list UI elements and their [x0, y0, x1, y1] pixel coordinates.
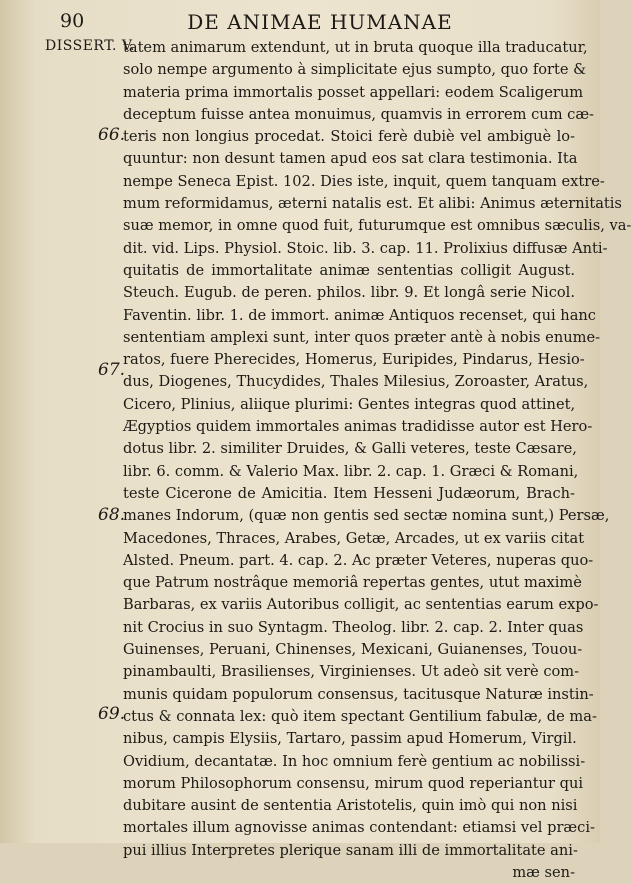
text-line: nempe Seneca Epist. 102. Dies iste, inquit, quem tanquam extre-	[123, 172, 605, 190]
text-line: dit. vid. Lips. Physiol. Stoic. lib. 3. cap. 11. Prolixius diffusæ Anti-	[123, 239, 608, 257]
text-line: quitatis de immortalitate animæ sententias colligit August.	[123, 261, 575, 279]
text-line: manes Indorum, (quæ non gentis sed sectæ nomina sunt,) Persæ,	[123, 507, 610, 525]
text-line: munis quidam populorum consensus, tacitusque Naturæ instin-	[123, 685, 594, 703]
text-line: libr. 6. comm. & Valerio Max. libr. 2. cap. 1. Græci & Romani,	[123, 462, 579, 480]
section-signature: DISSERT. V.	[45, 38, 135, 54]
running-title: DE ANIMAE HUMANAE	[187, 10, 453, 34]
text-line: Ægyptios quidem immortales animas tradidisse autor est Hero-	[123, 418, 593, 436]
text-line: materia prima immortalis posset appellari: eodem Scaligerum	[123, 83, 584, 101]
margin-number: 67.	[98, 360, 126, 380]
text-line: morum Philosophorum consensu, mirum quod reperiantur qui	[123, 774, 584, 792]
text-line: teste Cicerone de Amicitia. Item Hesseni Judæorum, Brach-	[123, 484, 575, 502]
text-line: dubitare ausint de sententia Aristotelis, quin imò qui non nisi	[123, 797, 578, 815]
text-line: sententiam amplexi sunt, inter quos præter antè à nobis enume-	[123, 328, 601, 346]
text-line: nit Crocius in suo Syntagm. Theolog. libr. 2. cap. 2. Inter quas	[123, 618, 584, 636]
text-line: Barbaras, ex variis Autoribus colligit, ac sententias earum expo-	[123, 596, 599, 614]
page-number: 90	[60, 10, 85, 32]
body-text	[123, 37, 631, 884]
text-line: tatem animarum extendunt, ut in bruta quoque illa traducatur,	[123, 39, 588, 56]
text-line: mum reformidamus, æterni natalis est. Et alibi: Animus æternitatis	[123, 195, 622, 213]
margin-number: 68.	[98, 505, 126, 525]
text-line: Alsted. Pneum. part. 4. cap. 2. Ac præter Veteres, nuperas quo-	[123, 551, 594, 569]
page-header	[60, 10, 580, 40]
text-line: dus, Diogenes, Thucydides, Thales Milesius, Zoroaster, Aratus,	[123, 373, 589, 391]
text-line: teris non longius procedat. Stoici ferè dubiè vel ambiguè lo-	[123, 128, 575, 146]
text-line: nibus, campis Elysiis, Tartaro, passim apud Homerum, Virgil.	[123, 730, 577, 748]
margin-number: 69.	[98, 704, 126, 724]
text-line: ratos, fuere Pherecides, Homerus, Euripides, Pindarus, Hesio-	[123, 351, 585, 369]
text-line: deceptum fuisse antea monuimus, quamvis in errorem cum cæ-	[123, 105, 594, 123]
margin-number: 66.	[98, 125, 126, 145]
text-line: Ovidium, decantatæ. In hoc omnium ferè gentium ac nobilissi-	[123, 752, 586, 770]
text-line: quuntur: non desunt tamen apud eos sat clara testimonia. Ita	[123, 150, 578, 168]
text-line: Macedones, Thraces, Arabes, Getæ, Arcades, ut ex variis citat	[123, 529, 585, 547]
text-line: Cicero, Plinius, aliique plurimi: Gentes integras quod attinet,	[123, 395, 576, 413]
text-line: pinambaulti, Brasilienses, Virginienses. Ut adeò sit verè com-	[123, 663, 580, 681]
text-line: solo nempe argumento à simplicitate ejus sumpto, quo forte &	[123, 61, 587, 79]
text-line: suæ memor, in omne quod fuit, futurumque est omnibus sæculis, va-	[123, 217, 631, 235]
text-line: ctus & connata lex: quò item spectant Gentilium fabulæ, de ma-	[123, 707, 597, 725]
text-line: que Patrum nostrâque memoriâ repertas gentes, utut maximè	[123, 574, 582, 592]
text-line: dotus libr. 2. similiter Druides, & Galli veteres, teste Cæsare,	[123, 440, 577, 458]
text-line: Guinenses, Peruani, Chinenses, Mexicani, Guianenses, Touou-	[123, 641, 583, 659]
text-line: Steuch. Eugub. de peren. philos. libr. 9. Et longâ serie Nicol.	[123, 284, 575, 302]
catchword: mæ sen-	[512, 863, 575, 881]
text-line: Faventin. libr. 1. de immort. animæ Antiquos recenset, qui hanc	[123, 306, 596, 324]
text-line: pui illius Interpretes plerique sanam illi de immortalitate ani-	[123, 841, 578, 859]
text-line: mortales illum agnovisse animas contendant: etiamsi vel præci-	[123, 819, 595, 837]
